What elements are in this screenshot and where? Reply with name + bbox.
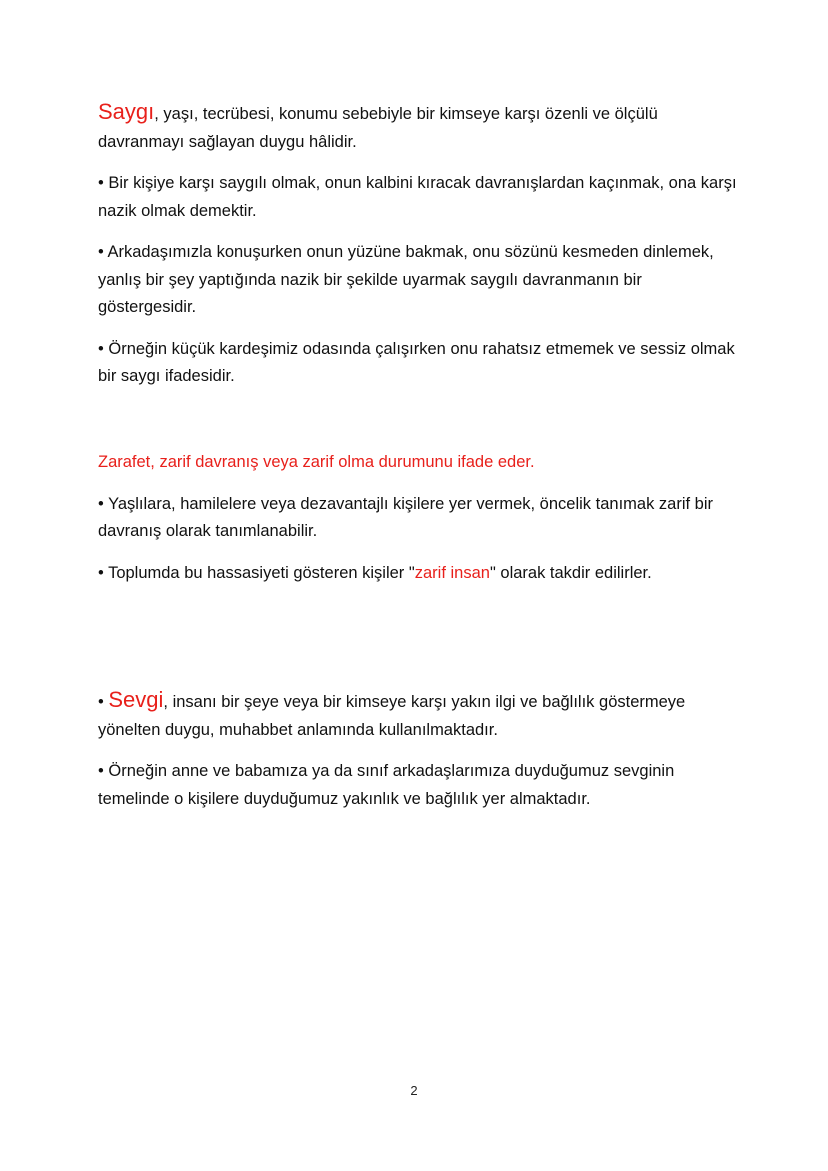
sevgi-bullet-mark: • <box>98 693 109 711</box>
zarafet-heading: Zarafet, zarif davranış veya zarif olma durumunu ifade eder. <box>98 453 535 471</box>
saygi-bullet-3: • Örneğin küçük kardeşimiz odasında çalışırken onu rahatsız etmemek ve sessiz olmak bir saygı ifadesidir. <box>98 339 735 385</box>
saygi-bullet-1: • Bir kişiye karşı saygılı olmak, onun kalbini kıracak davranışlardan kaçınmak, ona karşı nazik olmak demektir. <box>98 174 737 220</box>
zarafet-bullet-2-prefix: • Toplumda bu hassasiyeti gösteren kişiler " <box>98 563 415 582</box>
zarafet-bullet-2 <box>98 560 738 588</box>
section-saygi <box>98 98 738 391</box>
sevgi-definition <box>98 686 738 744</box>
saygi-definition <box>98 98 738 156</box>
sevgi-definition-text: , insanı bir şeye veya bir kimseye karşı yakın ilgi ve bağlılık göstermeye yönelten duygu, muhabbet anlamında kullanılmaktadır. <box>98 693 686 739</box>
zarafet-bullet-1: • Yaşlılara, hamilelere veya dezavantajlı kişilere yer vermek, öncelik tanımak zarif bir davranış olarak tanımlanabilir. <box>98 494 713 540</box>
saygi-term: Saygı <box>98 99 155 124</box>
saygi-bullet-2: • Arkadaşımızla konuşurken onun yüzüne bakmak, onu sözünü kesmeden dinlemek, yanlış bir şey yaptığında nazik bir şekilde uyarmak saygılı davranmanın bir göstergesidir. <box>98 243 714 316</box>
section-zarafet <box>98 449 738 587</box>
zarif-insan-highlight: zarif insan <box>414 563 490 582</box>
zarafet-bullet-2-suffix: " olarak takdir edilirler. <box>489 563 652 582</box>
sevgi-term: Sevgi <box>108 687 164 712</box>
section-sevgi <box>98 686 738 813</box>
page-number: 2 <box>410 1083 418 1098</box>
saygi-definition-text: , yaşı, tecrübesi, konumu sebebiyle bir kimseye karşı özenli ve ölçülü davranmayı sağlayan duygu hâlidir. <box>98 105 658 151</box>
sevgi-bullet-1: • Örneğin anne ve babamıza ya da sınıf arkadaşlarımıza duyduğumuz sevginin temelinde o kişilere duyduğumuz yakınlık ve bağlılık yer almaktadır. <box>98 762 675 808</box>
